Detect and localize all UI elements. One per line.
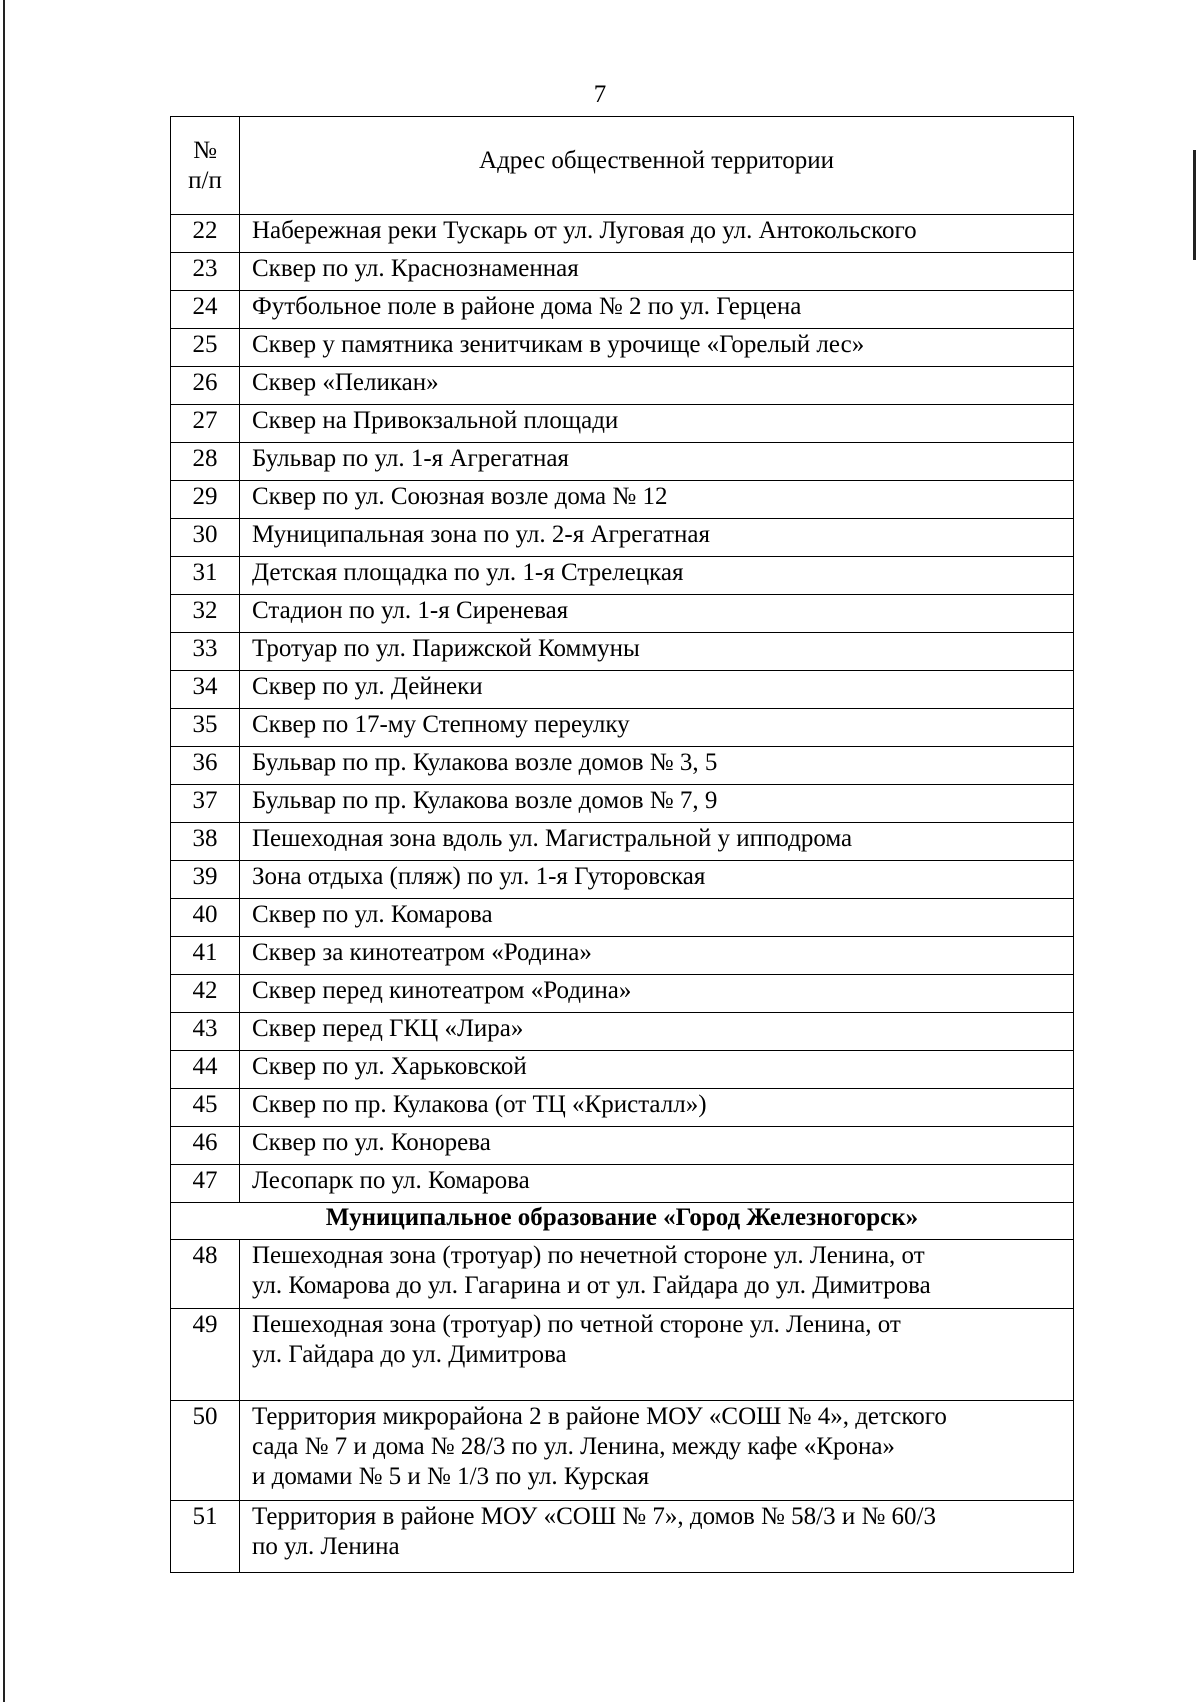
table-row [171, 937, 1074, 975]
row-address: Тротуар по ул. Парижской Коммуны [240, 633, 1074, 671]
address-line: Территория микрорайона 2 в районе МОУ «СОШ № 4», детского [252, 1403, 947, 1430]
header-number-cell [171, 117, 240, 215]
table-row [171, 1240, 1074, 1309]
row-address: Бульвар по ул. 1-я Агрегатная [240, 443, 1074, 481]
row-address [240, 1309, 1074, 1401]
row-address: Сквер по ул. Конорева [240, 1127, 1074, 1165]
row-address: Сквер по ул. Краснознаменная [240, 253, 1074, 291]
table-row [171, 747, 1074, 785]
row-address: Сквер «Пеликан» [240, 367, 1074, 405]
table-row [171, 1127, 1074, 1165]
table-header-row [171, 117, 1074, 215]
row-number: 25 [171, 329, 240, 367]
table-row [171, 709, 1074, 747]
row-number: 24 [171, 291, 240, 329]
row-address: Бульвар по пр. Кулакова возле домов № 7, 9 [240, 785, 1074, 823]
table-row [171, 1501, 1074, 1573]
address-line: сада № 7 и дома № 28/3 по ул. Ленина, между кафе «Крона» [252, 1433, 895, 1460]
row-number: 49 [171, 1309, 240, 1401]
row-number: 29 [171, 481, 240, 519]
address-line: и домами № 5 и № 1/3 по ул. Курская [252, 1463, 650, 1490]
row-number: 26 [171, 367, 240, 405]
row-address: Сквер по 17-му Степному переулку [240, 709, 1074, 747]
row-address: Муниципальная зона по ул. 2-я Агрегатная [240, 519, 1074, 557]
row-address: Сквер на Привокзальной площади [240, 405, 1074, 443]
table-row [171, 1165, 1074, 1203]
table-row [171, 595, 1074, 633]
table-row [171, 1309, 1074, 1401]
row-number: 37 [171, 785, 240, 823]
row-number: 50 [171, 1401, 240, 1501]
row-address: Сквер по ул. Дейнеки [240, 671, 1074, 709]
row-address: Сквер по ул. Союзная возле дома № 12 [240, 481, 1074, 519]
row-address [240, 1401, 1074, 1501]
address-line: Территория в районе МОУ «СОШ № 7», домов № 58/3 и № 60/3 [252, 1503, 936, 1530]
table-row [171, 633, 1074, 671]
row-number: 27 [171, 405, 240, 443]
row-number: 31 [171, 557, 240, 595]
row-number: 43 [171, 1013, 240, 1051]
table-row [171, 329, 1074, 367]
address-line: ул. Комарова до ул. Гагарина и от ул. Гайдара до ул. Димитрова [252, 1272, 931, 1299]
row-number: 30 [171, 519, 240, 557]
header-number-symbol: № [193, 136, 217, 164]
table-row [171, 405, 1074, 443]
table-row [171, 443, 1074, 481]
row-number: 51 [171, 1501, 240, 1573]
address-line: Пешеходная зона (тротуар) по четной стороне ул. Ленина, от [252, 1311, 901, 1338]
table-row [171, 1089, 1074, 1127]
row-number: 32 [171, 595, 240, 633]
row-number: 42 [171, 975, 240, 1013]
row-number: 48 [171, 1240, 240, 1309]
row-address: Стадион по ул. 1-я Сиреневая [240, 595, 1074, 633]
row-address: Лесопарк по ул. Комарова [240, 1165, 1074, 1203]
row-address: Бульвар по пр. Кулакова возле домов № 3, 5 [240, 747, 1074, 785]
table-row [171, 899, 1074, 937]
row-number: 38 [171, 823, 240, 861]
row-address: Набережная реки Тускарь от ул. Луговая до ул. Антокольского [240, 215, 1074, 253]
table-row [171, 367, 1074, 405]
row-address: Сквер у памятника зенитчикам в урочище «Горелый лес» [240, 329, 1074, 367]
table-row [171, 481, 1074, 519]
table-row [171, 253, 1074, 291]
row-address: Сквер по пр. Кулакова (от ТЦ «Кристалл») [240, 1089, 1074, 1127]
row-address: Детская площадка по ул. 1-я Стрелецкая [240, 557, 1074, 595]
row-number: 45 [171, 1089, 240, 1127]
table-row [171, 823, 1074, 861]
row-address: Сквер перед кинотеатром «Родина» [240, 975, 1074, 1013]
row-address: Сквер за кинотеатром «Родина» [240, 937, 1074, 975]
row-number: 34 [171, 671, 240, 709]
row-number: 33 [171, 633, 240, 671]
row-number: 41 [171, 937, 240, 975]
row-address: Пешеходная зона вдоль ул. Магистральной у ипподрома [240, 823, 1074, 861]
header-address-cell: Адрес общественной территории [240, 117, 1074, 215]
table-row [171, 785, 1074, 823]
territories-table [170, 116, 1074, 1573]
row-address: Сквер перед ГКЦ «Лира» [240, 1013, 1074, 1051]
row-address: Зона отдыха (пляж) по ул. 1-я Гуторовская [240, 861, 1074, 899]
row-number: 28 [171, 443, 240, 481]
section-title: Муниципальное образование «Город Железногорск» [171, 1203, 1074, 1240]
section-header-row [171, 1203, 1074, 1240]
table-row [171, 975, 1074, 1013]
table-row [171, 291, 1074, 329]
table-row [171, 671, 1074, 709]
table-row [171, 519, 1074, 557]
row-number: 39 [171, 861, 240, 899]
row-number: 36 [171, 747, 240, 785]
address-line: Пешеходная зона (тротуар) по нечетной стороне ул. Ленина, от [252, 1242, 925, 1269]
table-row [171, 861, 1074, 899]
scan-right-edge-mark [1193, 150, 1196, 260]
row-number: 47 [171, 1165, 240, 1203]
table-row [171, 1051, 1074, 1089]
row-number: 23 [171, 253, 240, 291]
table-row [171, 1401, 1074, 1501]
address-line: по ул. Ленина [252, 1533, 400, 1560]
table-row [171, 215, 1074, 253]
header-number-abbrev: п/п [188, 166, 222, 194]
table-row [171, 1013, 1074, 1051]
scan-left-edge [3, 0, 5, 1702]
row-number: 35 [171, 709, 240, 747]
row-number: 22 [171, 215, 240, 253]
row-number: 46 [171, 1127, 240, 1165]
page-number: 7 [593, 81, 607, 108]
row-address: Сквер по ул. Харьковской [240, 1051, 1074, 1089]
address-line: ул. Гайдара до ул. Димитрова [252, 1341, 567, 1368]
row-address [240, 1240, 1074, 1309]
row-number: 40 [171, 899, 240, 937]
row-address: Футбольное поле в районе дома № 2 по ул. Герцена [240, 291, 1074, 329]
row-address [240, 1501, 1074, 1573]
table-row [171, 557, 1074, 595]
row-address: Сквер по ул. Комарова [240, 899, 1074, 937]
row-number: 44 [171, 1051, 240, 1089]
